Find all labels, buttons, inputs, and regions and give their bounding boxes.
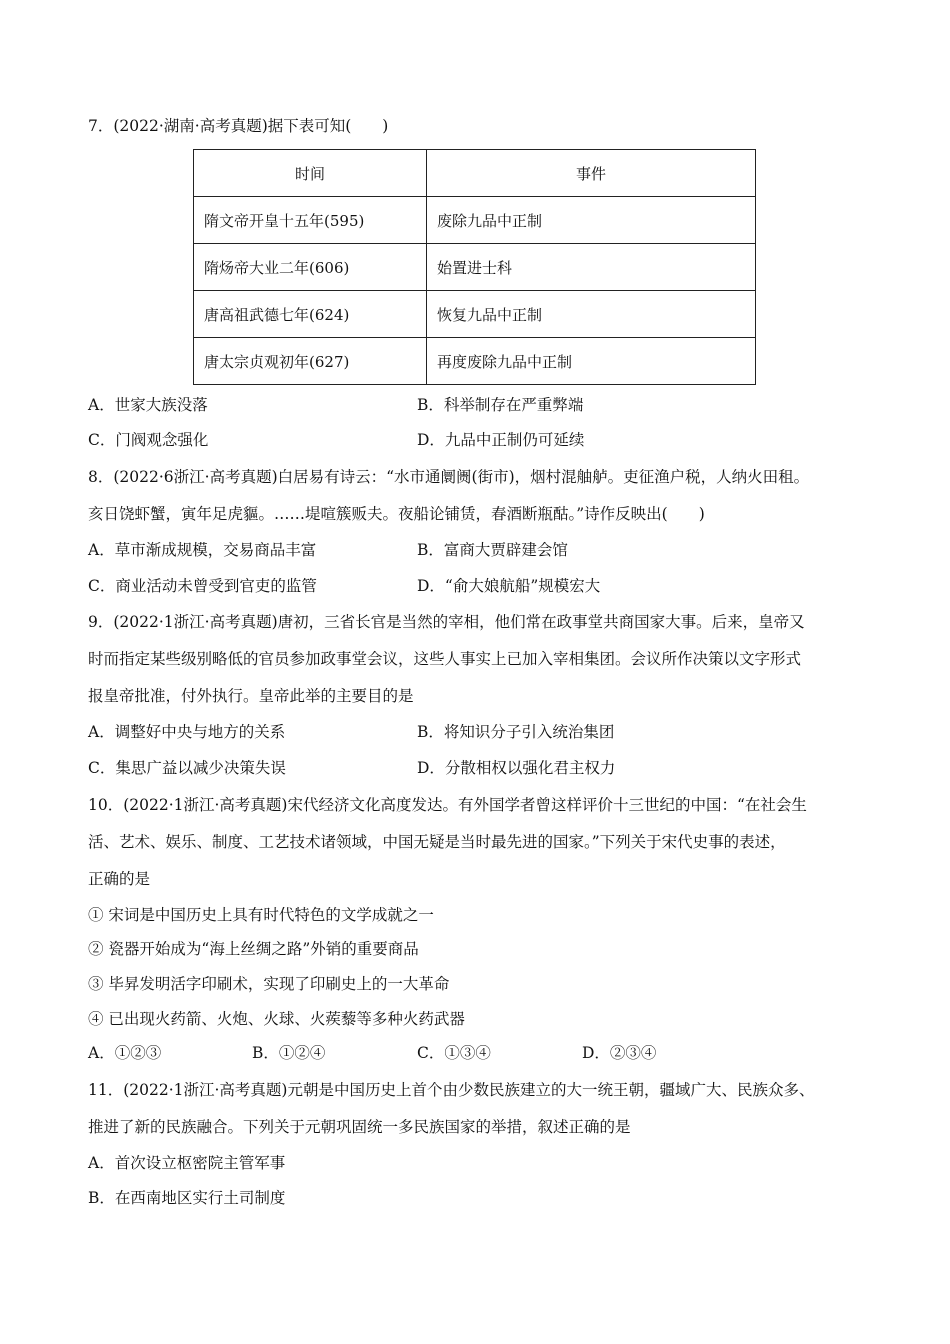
q10-item-1: ① 宋词是中国历史上具有时代特色的文学成就之一 xyxy=(88,906,434,924)
table-row xyxy=(194,244,756,291)
q10-option-d: D．②③④ xyxy=(582,1044,657,1062)
q11-option-a: A．首次设立枢密院主管军事 xyxy=(88,1154,286,1172)
table-cell-time: 隋炀帝大业二年(606) xyxy=(194,244,427,291)
q10-option-b: B．①②④ xyxy=(252,1044,326,1062)
table-cell-event: 始置进士科 xyxy=(427,244,756,291)
q7-option-d: D．九品中正制仍可延续 xyxy=(417,431,585,449)
q7-stem: 7．(2022·湖南·高考真题)据下表可知( ) xyxy=(88,117,389,135)
q9-line-2: 时而指定某些级别略低的官员参加政事堂会议，这些人事实上已加入宰相集团。会议所作决策以文字形式 xyxy=(88,650,802,668)
table-row xyxy=(194,291,756,338)
table-row xyxy=(194,197,756,244)
q8-option-b: B．富商大贾辟建会馆 xyxy=(417,541,568,559)
q7-option-c: C．门阀观念强化 xyxy=(88,431,209,449)
q10-item-3: ③ 毕昇发明活字印刷术，实现了印刷史上的一大革命 xyxy=(88,975,450,993)
q10-line-3: 正确的是 xyxy=(88,870,151,888)
q9-option-c: C．集思广益以减少决策失误 xyxy=(88,759,286,777)
table-header-row xyxy=(194,150,756,197)
q9-line-1: 9．(2022·1浙江·高考真题)唐初，三省长官是当然的宰相，他们常在政事堂共商国家大事。后来，皇帝又 xyxy=(88,613,805,631)
q9-option-a: A．调整好中央与地方的关系 xyxy=(88,723,286,741)
q8-option-c: C．商业活动未曾受到官吏的监管 xyxy=(88,577,317,595)
q10-option-c: C．①③④ xyxy=(417,1044,491,1062)
q7-table xyxy=(193,149,756,385)
q10-line-1: 10．(2022·1浙江·高考真题)宋代经济文化高度发达。有外国学者曾这样评价十三世纪的中国：“在社会生 xyxy=(88,796,807,814)
q11-line-2: 推进了新的民族融合。下列关于元朝巩固统一多民族国家的举措，叙述正确的是 xyxy=(88,1118,631,1136)
q9-option-d: D．分散相权以强化君主权力 xyxy=(417,759,616,777)
table-cell-time: 唐太宗贞观初年(627) xyxy=(194,338,427,385)
table-row xyxy=(194,338,756,385)
q10-item-2: ② 瓷器开始成为“海上丝绸之路”外销的重要商品 xyxy=(88,940,419,958)
q9-line-3: 报皇帝批准，付外执行。皇帝此举的主要目的是 xyxy=(88,687,414,705)
table-cell-time: 唐高祖武德七年(624) xyxy=(194,291,427,338)
q7-option-a: A．世家大族没落 xyxy=(88,396,208,414)
table-cell-time: 隋文帝开皇十五年(595) xyxy=(194,197,427,244)
q8-option-a: A．草市渐成规模，交易商品丰富 xyxy=(88,541,317,559)
q10-line-2: 活、艺术、娱乐、制度、工艺技术诸领域，中国无疑是当时最先进的国家。”下列关于宋代史事的表述， xyxy=(88,833,786,851)
q11-line-1: 11．(2022·1浙江·高考真题)元朝是中国历史上首个由少数民族建立的大一统王朝，疆域广大、民族众多、 xyxy=(88,1081,815,1099)
q8-option-d: D．“俞大娘航船”规模宏大 xyxy=(417,577,601,595)
q10-option-a: A．①②③ xyxy=(88,1044,162,1062)
q10-item-4: ④ 已出现火药箭、火炮、火球、火蒺藜等多种火药武器 xyxy=(88,1010,465,1028)
table-header-event: 事件 xyxy=(427,150,756,197)
table-cell-event: 废除九品中正制 xyxy=(427,197,756,244)
q8-line-1: 8．(2022·6浙江·高考真题)白居易有诗云：“水市通阛阓(街市)，烟村混舳舻。吏征渔户税，人纳火田租。 xyxy=(88,468,810,486)
table-header-time: 时间 xyxy=(194,150,427,197)
table-cell-event: 恢复九品中正制 xyxy=(427,291,756,338)
table-cell-event: 再度废除九品中正制 xyxy=(427,338,756,385)
q7-option-b: B．科举制存在严重弊端 xyxy=(417,396,584,414)
q11-option-b: B．在西南地区实行土司制度 xyxy=(88,1189,286,1207)
q9-option-b: B．将知识分子引入统治集团 xyxy=(417,723,615,741)
q8-line-2: 亥日饶虾蟹，寅年足虎貙。……堤喧簇贩夫。夜船论铺赁，春酒断瓶酤。”诗作反映出( ) xyxy=(88,505,705,523)
